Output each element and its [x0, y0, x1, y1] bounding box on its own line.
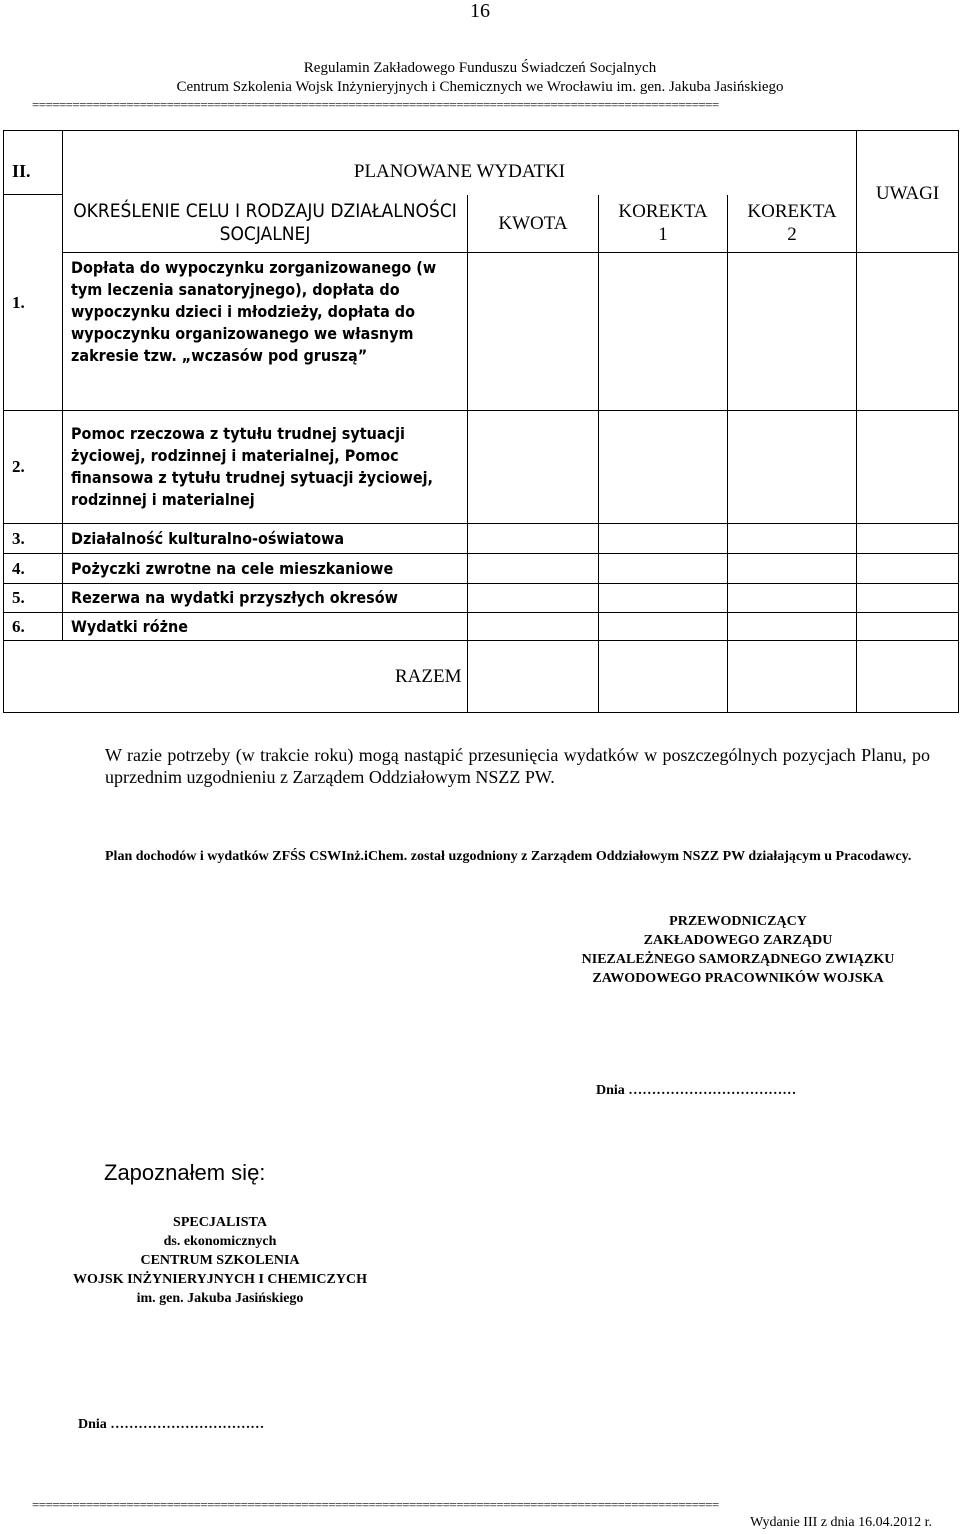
row-text-1: Dopłata do wypoczynku zorganizowanego (w tym leczenia sanatoryjnego), dopłata do wypoczynku dzieci i młodzieży, dopłata do wypoczynku organizowanego we własnym zakresie tzw. „wczasów pod gruszą”	[63, 253, 468, 411]
header-rule: ======================================================================================================	[32, 97, 719, 112]
footer-rule: ======================================================================================================	[32, 1497, 719, 1512]
korekta-2-cell	[728, 554, 857, 584]
specialist-line-4: WOJSK INŻYNIERYJNYCH I CHEMICZYCH	[73, 1272, 367, 1287]
col-header-purpose: OKREŚLENIE CELU I RODZAJU DZIAŁALNOŚCI SOCJALNEJ	[63, 195, 468, 253]
table-row	[4, 584, 959, 613]
uwagi-cell	[857, 554, 959, 584]
total-korekta-1-cell	[599, 641, 728, 713]
section-title: PLANOWANE WYDATKI	[63, 131, 857, 195]
column-header-row	[4, 195, 959, 253]
col-header-amount: KWOTA	[468, 195, 599, 253]
amount-cell	[468, 524, 599, 554]
table-title-row	[4, 131, 959, 195]
col-header-uwagi: UWAGI	[857, 131, 959, 253]
uwagi-cell	[857, 584, 959, 613]
col-header-korekta-2	[728, 195, 857, 253]
specialist-line-1: SPECJALISTA	[173, 1215, 267, 1230]
table-row	[4, 524, 959, 554]
table-row	[4, 554, 959, 584]
row-text-6: Wydatki różne	[63, 613, 468, 641]
edition-info: Wydanie III z dnia 16.04.2012 r.	[750, 1515, 932, 1530]
korekta-1-number: 1	[658, 224, 668, 246]
specialist-date: Dnia ……………………………	[78, 1417, 265, 1432]
uwagi-cell	[857, 613, 959, 641]
total-amount-cell	[468, 641, 599, 713]
korekta-1-cell	[599, 613, 728, 641]
chair-line-1: PRZEWODNICZĄCY	[669, 914, 807, 929]
table-row	[4, 613, 959, 641]
amount-cell	[468, 554, 599, 584]
amount-cell	[468, 613, 599, 641]
chair-date: Dnia ………………………………	[596, 1083, 797, 1098]
uwagi-cell	[857, 524, 959, 554]
uwagi-cell	[857, 253, 959, 411]
acknowledged-label: Zapoznałem się:	[104, 1160, 266, 1185]
amount-cell	[468, 584, 599, 613]
specialist-line-5: im. gen. Jakuba Jasińskiego	[136, 1291, 304, 1306]
col-header-korekta-1	[599, 195, 728, 253]
row-number-4: 4.	[4, 554, 63, 584]
total-label: RAZEM	[4, 641, 468, 713]
reallocation-note: W razie potrzeby (w trakcie roku) mogą nastąpić przesunięcia wydatków w poszczególnych pozycjach Planu, po uprzednim uzgodnieniu z Zarządem Oddziałowym NSZZ PW.	[105, 745, 930, 787]
row-text-4: Pożyczki zwrotne na cele mieszkaniowe	[63, 554, 468, 584]
row-number-3: 3.	[4, 524, 63, 554]
specialist-line-2: ds. ekonomicznych	[163, 1234, 277, 1249]
row-text-2: Pomoc rzeczowa z tytułu trudnej sytuacji życiowej, rodzinnej i materialnej, Pomoc finansowa z tytułu trudnej sytuacji życiowej, rodzinnej i materialnej	[63, 411, 468, 524]
amount-cell	[468, 411, 599, 524]
korekta-2-cell	[728, 253, 857, 411]
korekta-1-cell	[599, 524, 728, 554]
header-title: Regulamin Zakładowego Funduszu Świadczeń Socjalnych	[303, 60, 657, 76]
row-text-5: Rezerwa na wydatki przyszłych okresów	[63, 584, 468, 613]
total-uwagi-cell	[857, 641, 959, 713]
row-number-2: 2.	[4, 411, 63, 524]
total-korekta-2-cell	[728, 641, 857, 713]
header-institution: Centrum Szkolenia Wojsk Inżynieryjnych i Chemicznych we Wrocławiu im. gen. Jakuba Jasińskiego	[176, 79, 784, 95]
page-number: 16	[470, 0, 490, 22]
table-row	[4, 411, 959, 524]
korekta-2-cell	[728, 411, 857, 524]
table-row	[4, 253, 959, 411]
chair-line-4: ZAWODOWEGO PRACOWNIKÓW WOJSKA	[592, 971, 884, 986]
row-number-5: 5.	[4, 584, 63, 613]
korekta-2-cell	[728, 524, 857, 554]
korekta-1-cell	[599, 411, 728, 524]
korekta-1-cell	[599, 584, 728, 613]
chair-line-3: NIEZALEŻNEGO SAMORZĄDNEGO ZWIĄZKU	[581, 952, 895, 967]
row-number-6: 6.	[4, 613, 63, 641]
korekta-2-cell	[728, 613, 857, 641]
korekta-2-label: KOREKTA	[747, 201, 837, 223]
planned-expenses-table	[3, 130, 959, 713]
agreement-note: Plan dochodów i wydatków ZFŚS CSWInż.iChem. został uzgodniony z Zarządem Oddziałowym NSZZ PW działającym u Pracodawcy.	[105, 849, 912, 864]
amount-cell	[468, 253, 599, 411]
row-text-3: Działalność kulturalno-oświatowa	[63, 524, 468, 554]
korekta-1-cell	[599, 253, 728, 411]
korekta-1-label: KOREKTA	[618, 201, 708, 223]
specialist-line-3: CENTRUM SZKOLENIA	[140, 1253, 300, 1268]
korekta-1-cell	[599, 554, 728, 584]
korekta-2-cell	[728, 584, 857, 613]
specialist-signature-block	[20, 1213, 420, 1308]
korekta-2-number: 2	[787, 224, 797, 246]
section-number: II.	[4, 131, 63, 195]
uwagi-cell	[857, 411, 959, 524]
row-number-1: 1.	[4, 195, 63, 411]
total-row	[4, 641, 959, 713]
chairman-signature-block	[520, 912, 956, 988]
chair-line-2: ZAKŁADOWEGO ZARZĄDU	[643, 933, 833, 948]
